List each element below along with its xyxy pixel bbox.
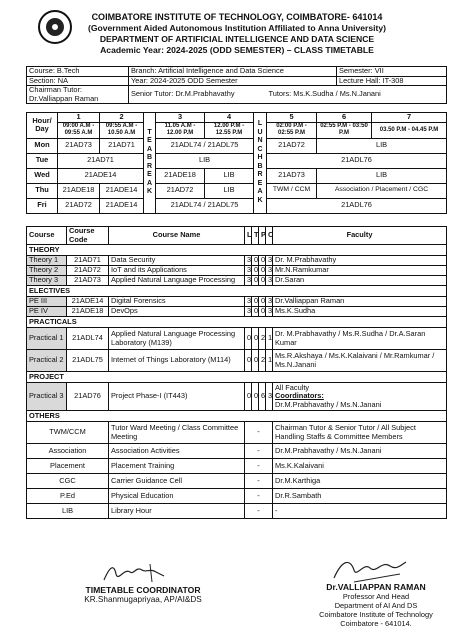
other-ltpc: - [245,474,273,489]
tea-break-column: T E A B R E A K [144,113,156,214]
other-faculty: Dr.M.Karthiga [273,474,447,489]
course-type: Theory 3 [27,276,67,286]
branch-label: Branch: Artificial Intelligence and Data Science [129,67,337,77]
coordinator-signature-block [78,585,208,605]
course-p: 0 [259,307,266,317]
slot-mon-6-7: LIB [317,138,447,153]
header-faculty: Faculty [273,227,447,245]
course-name: Internet of Things Laboratory (M114) [109,350,245,372]
course-name: Applied Natural Language Processing [109,276,245,286]
other-faculty: - [273,504,447,519]
slot-tue-3-4: LIB [156,153,254,168]
hod-name: Dr.VALLIAPPAN RAMAN [326,582,426,592]
project-faculty-all: All Faculty [275,382,310,392]
timetable-row-tue [27,153,447,168]
slot-wed-5: 21AD73 [267,168,317,183]
timetable-row-fri [27,198,447,213]
section-label: Section: NA [27,76,129,86]
timetable-grid [26,112,447,214]
other-row [27,504,447,519]
course-faculty [273,383,447,411]
course-details-table [26,226,447,519]
course-row [27,307,447,317]
course-faculty: Mr.N.Ramkumar [273,266,447,276]
section-project: PROJECT [27,372,447,383]
course-type: Theory 1 [27,256,67,266]
course-faculty: Dr.Saran [273,276,447,286]
course-p: 2 [259,350,266,372]
other-type: CGC [27,474,109,489]
other-row [27,444,447,459]
course-type: Practical 2 [27,350,67,372]
other-row [27,489,447,504]
slot-mon-2: 21AD71 [100,138,144,153]
course-faculty: Dr. M.Prabhavathy [273,256,447,266]
course-l: 0 [245,383,252,411]
hall-label: Lecture Hall: IT-308 [337,76,447,86]
course-name: Digital Forensics [109,297,245,307]
course-faculty: Dr. M.Prabhavathy / Ms.R.Sudha / Dr.A.Saran Kumar [273,328,447,350]
tutors-row [129,86,447,104]
header-course-name: Course Name [109,227,245,245]
hod-institute: Coimbatore Institute of Technology [319,610,433,619]
course-l: 0 [245,328,252,350]
slot-mon-1: 21AD73 [58,138,100,153]
course-code: 21ADL74 [67,328,109,350]
course-c: 3 [266,266,273,276]
other-name: Tutor Ward Meeting / Class Committee Meeting [109,422,245,444]
course-c: 3 [266,256,273,266]
institute-name: COIMBATORE INSTITUTE OF TECHNOLOGY, COIMBATORE- 641014 [91,12,383,22]
section-others: OTHERS [27,411,447,422]
period-3-time: 11.05 A.M - 12.00 P.M [156,122,205,138]
period-5-time: 02:00 P.M - 02:55 P.M [267,122,317,138]
other-type: TWM/CCM [27,422,109,444]
other-type: LIB [27,504,109,519]
slot-fri-5-7: 21ADL76 [267,198,447,213]
period-1-time: 09:00 A.M - 09:55 A.M [58,122,100,138]
course-l: 3 [245,307,252,317]
header-course: Course [27,227,67,245]
period-2-time: 09:55 A.M - 10.50 A.M [100,122,144,138]
day-mon: Mon [27,138,58,153]
other-ltpc: - [245,459,273,474]
lunch-break-column: L U N C H B R E A K [254,113,267,214]
course-code: 21ADE14 [67,297,109,307]
course-name: Applied Natural Language Processing Laboratory (M139) [109,328,245,350]
slot-mon-3-4: 21ADL74 / 21ADL75 [156,138,254,153]
other-row [27,459,447,474]
slot-thu-2: 21ADE14 [100,183,144,198]
other-ltpc: - [245,422,273,444]
course-t: 0 [252,307,259,317]
course-name: Data Security [109,256,245,266]
course-code: 21AD72 [67,266,109,276]
course-t: 0 [252,350,259,372]
course-p: 0 [259,256,266,266]
course-t: 0 [252,266,259,276]
project-coordinators: Dr.M.Prabhavathy / Ms.N.Janani [275,399,382,409]
course-row [27,328,447,350]
course-c: 1 [266,350,273,372]
course-code: 21AD71 [67,256,109,266]
course-row [27,350,447,372]
course-row [27,276,447,286]
course-table-header [27,227,447,245]
hod-role: Professor And Head [342,592,410,601]
course-l: 0 [245,350,252,372]
other-type: Association [27,444,109,459]
course-row [27,383,447,411]
course-code: 21AD73 [67,276,109,286]
document-header [0,12,474,56]
header-t: T [252,227,259,245]
senior-tutor: Senior Tutor: Dr.M.Prabhavathy [131,89,235,99]
course-t: 0 [252,383,259,411]
day-fri: Fri [27,198,58,213]
year-label: Year: 2024-2025 ODD Semester [129,76,337,86]
academic-year: Academic Year: 2024-2025 (ODD SEMESTER) – CLASS TIMETABLE [100,45,374,55]
period-1-number: 1 [58,113,100,123]
coordinator-name: KR.Shanmugapriyaa, AP/AI&DS [84,595,202,604]
course-p: 0 [259,266,266,276]
other-ltpc: - [245,504,273,519]
course-c: 3 [266,297,273,307]
slot-thu-5: TWM / CCM [267,183,317,198]
course-row [27,297,447,307]
other-name: Association Activities [109,444,245,459]
other-name: Physical Education [109,489,245,504]
course-faculty: Dr.Valliappan Raman [273,297,447,307]
course-type: Practical 1 [27,328,67,350]
other-name: Library Hour [109,504,245,519]
course-name: IoT and its Applications [109,266,245,276]
course-c: 3 [266,307,273,317]
slot-mon-5: 21AD72 [267,138,317,153]
slot-tue-5-7: 21ADL76 [267,153,447,168]
other-faculty: Dr.R.Sambath [273,489,447,504]
slot-thu-3: 21AD72 [156,183,205,198]
timetable-row-mon [27,138,447,153]
hod-signature-scribble [330,556,410,584]
period-6-time: 02:55 P.M - 03:50 P.M [317,122,372,138]
course-info-table [26,66,447,104]
timetable-row-wed [27,168,447,183]
course-t: 0 [252,297,259,307]
coordinator-title: TIMETABLE COORDINATOR [85,585,201,595]
course-l: 3 [245,297,252,307]
slot-tue-1-2: 21AD71 [58,153,144,168]
other-name: Placement Training [109,459,245,474]
course-c: 3 [266,276,273,286]
course-code: 21AD76 [67,383,109,411]
slot-wed-1-2: 21ADE14 [58,168,144,183]
other-type: P.Ed [27,489,109,504]
chairman-tutor-label: Chairman Tutor: [29,85,82,94]
slot-thu-1: 21ADE18 [58,183,100,198]
hod-city: Coimbatore - 641014. [340,619,412,628]
hod-signature-block [296,582,456,628]
other-row [27,474,447,489]
course-type: PE IV [27,307,67,317]
other-ltpc: - [245,444,273,459]
project-coordinators-label: Coordinators: [275,391,324,401]
slot-wed-3: 21ADE18 [156,168,205,183]
slot-wed-6-7: LIB [317,168,447,183]
timetable-row-thu [27,183,447,198]
hod-department: Department of AI And DS [334,601,418,610]
course-code: 21ADE18 [67,307,109,317]
course-p: 2 [259,328,266,350]
course-name: DevOps [109,307,245,317]
slot-thu-6-7: Association / Placement / CGC [317,183,447,198]
course-faculty: Ms.R.Akshaya / Ms.K.Kalaivani / Mr.Ramkumar / Ms.N.Janani [273,350,447,372]
course-row [27,266,447,276]
period-3-number: 3 [156,113,205,123]
chairman-tutor-name: Dr.Valliappan Raman [29,93,99,103]
slot-fri-2: 21ADE14 [100,198,144,213]
course-t: 0 [252,276,259,286]
course-c: 3 [266,383,273,411]
department-name: DEPARTMENT OF ARTIFICIAL INTELLIGENCE AND DATA SCIENCE [99,34,375,44]
period-4-number: 4 [205,113,254,123]
section-practicals: PRACTICALS [27,317,447,328]
period-6-number: 6 [317,113,372,123]
course-label: Course: B.Tech [27,67,129,77]
affiliation: (Government Aided Autonomous Institution Affiliated to Anna University) [87,23,387,33]
slot-fri-1: 21AD72 [58,198,100,213]
course-row [27,256,447,266]
period-5-number: 5 [267,113,317,123]
hour-day-header: Hour/ Day [27,113,58,139]
day-thu: Thu [27,183,58,198]
course-t: 0 [252,328,259,350]
slot-wed-4: LIB [205,168,254,183]
semester-label: Semester: VII [337,67,447,77]
course-type: Theory 2 [27,266,67,276]
other-row [27,422,447,444]
header-c: C [266,227,273,245]
period-7-number: 7 [372,113,447,123]
chairman-tutor [27,86,129,104]
course-type: PE III [27,297,67,307]
other-faculty: Dr.M.Prabhavathy / Ms.N.Janani [273,444,447,459]
other-type: Placement [27,459,109,474]
tutors: Tutors: Ms.K.Sudha / Ms.N.Janani [268,89,381,99]
course-p: 6 [259,383,266,411]
course-code: 21ADL75 [67,350,109,372]
other-faculty: Ms.K.Kalaivani [273,459,447,474]
header-l: L [245,227,252,245]
slot-thu-4: LIB [205,183,254,198]
course-t: 0 [252,256,259,266]
period-2-number: 2 [100,113,144,123]
course-c: 1 [266,328,273,350]
course-name: Project Phase-I (IT443) [109,383,245,411]
section-electives: ELECTIVES [27,286,447,297]
header-p: P [259,227,266,245]
other-ltpc: - [245,489,273,504]
day-tue: Tue [27,153,58,168]
other-name: Carrier Guidance Cell [109,474,245,489]
period-7-time: 03.50 P.M - 04.45 P.M [372,122,447,138]
course-p: 0 [259,297,266,307]
other-faculty: Chairman Tutor & Senior Tutor / All Subject Handling Staffs & Committee Members [273,422,447,444]
course-l: 3 [245,256,252,266]
header-course-code: Course Code [67,227,109,245]
course-type: Practical 3 [27,383,67,411]
day-wed: Wed [27,168,58,183]
coordinator-signature-scribble [100,560,170,586]
course-l: 3 [245,266,252,276]
period-4-time: 12.00 P.M - 12.55 P.M [205,122,254,138]
course-p: 0 [259,276,266,286]
course-faculty: Ms.K.Sudha [273,307,447,317]
course-l: 3 [245,276,252,286]
section-theory: THEORY [27,245,447,256]
slot-fri-3-4: 21ADL74 / 21ADL75 [156,198,254,213]
